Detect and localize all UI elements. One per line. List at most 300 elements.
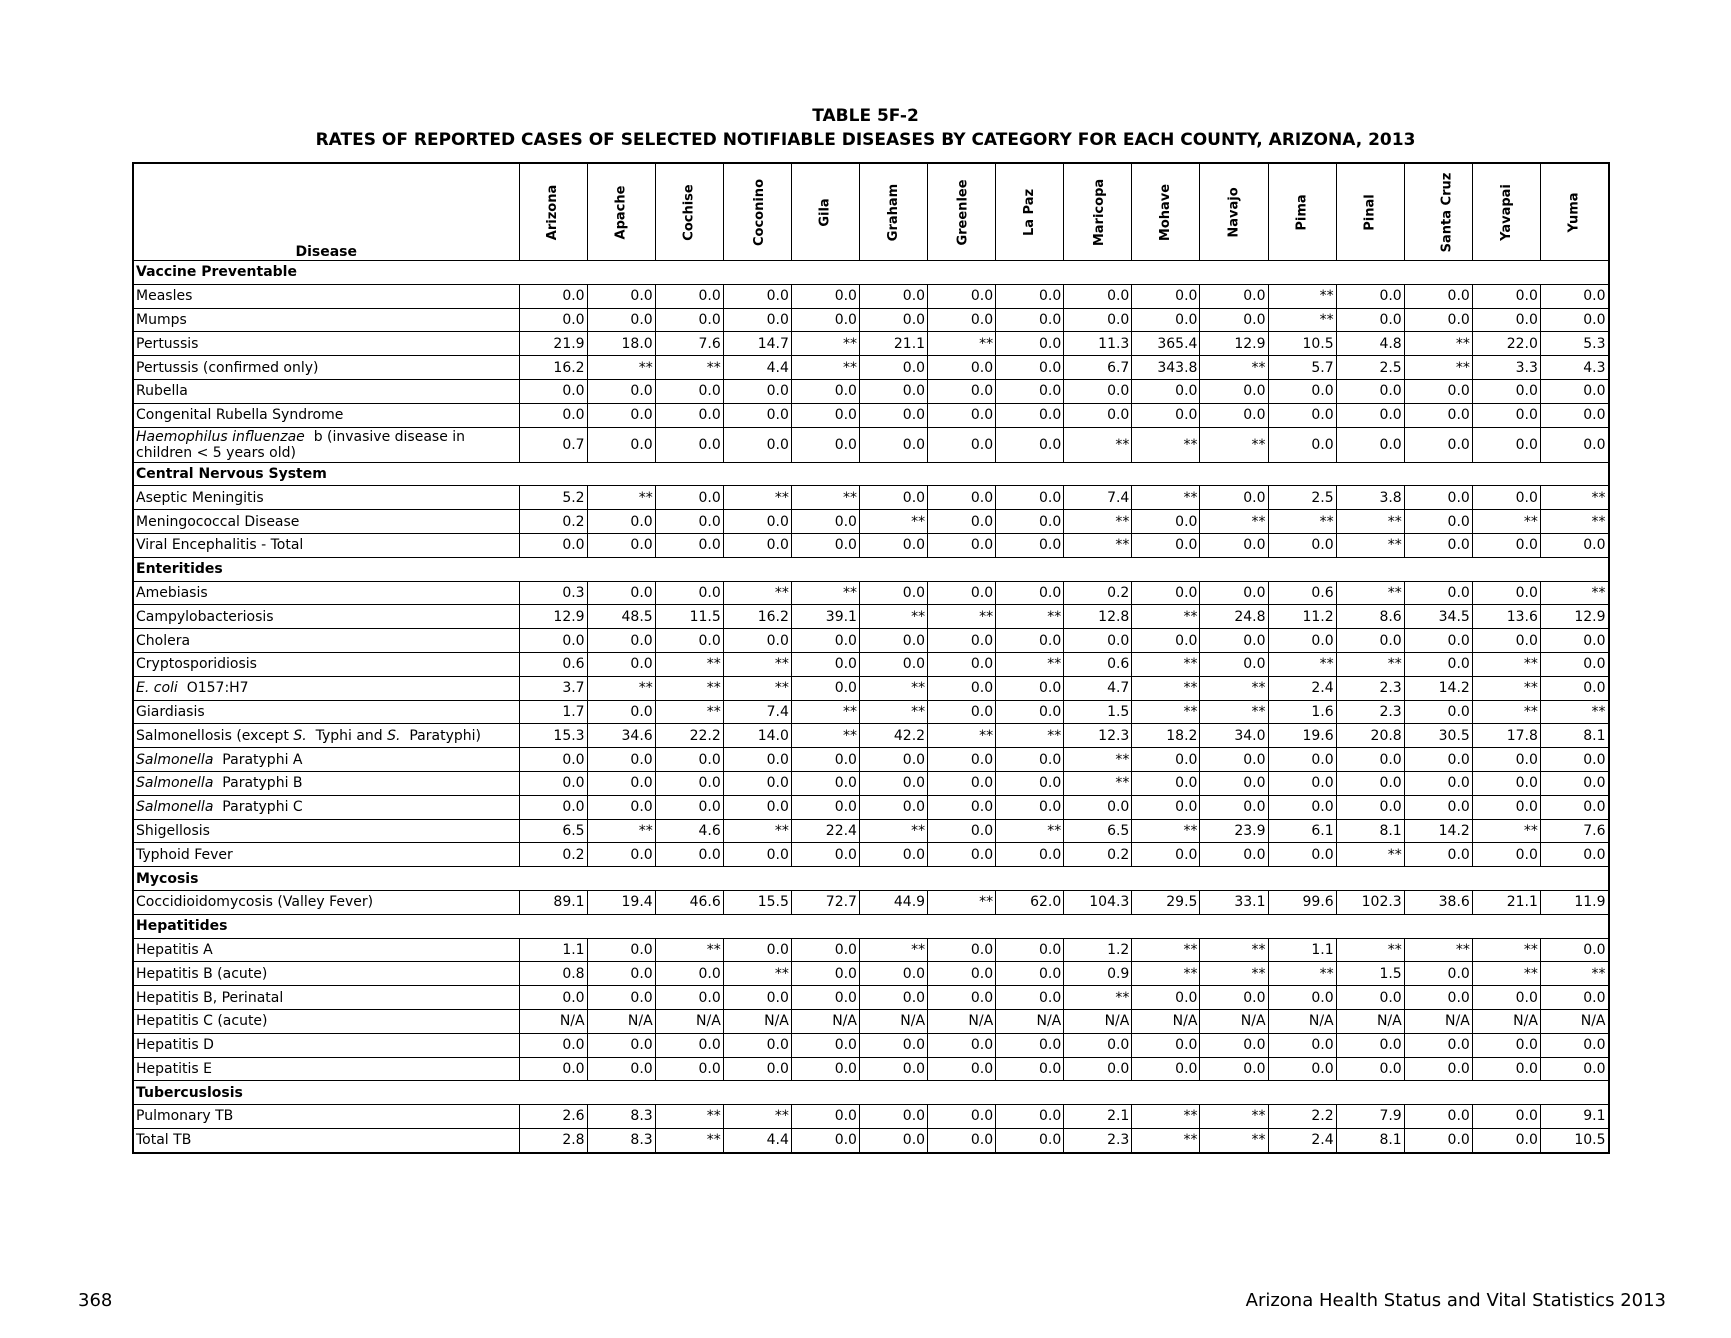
rate-cell: 0.0 <box>587 533 655 557</box>
rate-cell: 0.0 <box>723 533 791 557</box>
rate-cell: 0.0 <box>791 795 859 819</box>
rate-cell: 0.0 <box>1132 748 1200 772</box>
rate-cell: 0.0 <box>587 629 655 653</box>
rate-cell: ** <box>859 819 927 843</box>
disease-name: Campylobacteriosis <box>133 605 519 629</box>
table-row <box>133 962 1609 986</box>
rate-cell: 0.0 <box>655 403 723 427</box>
rate-cell: ** <box>1132 486 1200 510</box>
rate-cell: ** <box>1132 676 1200 700</box>
rate-cell: ** <box>1200 700 1268 724</box>
rate-cell: ** <box>587 676 655 700</box>
rate-cell: 0.0 <box>791 652 859 676</box>
rate-cell: 0.0 <box>1064 795 1132 819</box>
rate-cell: 8.1 <box>1336 1128 1404 1152</box>
rate-cell: ** <box>1064 427 1132 462</box>
rate-cell: 33.1 <box>1200 890 1268 914</box>
rate-cell: 0.2 <box>519 510 587 534</box>
rate-cell: 0.0 <box>1540 986 1608 1010</box>
rate-cell: 46.6 <box>655 890 723 914</box>
rate-cell: 0.0 <box>1472 1057 1540 1081</box>
rate-cell: 0.0 <box>1336 308 1404 332</box>
county-column-header <box>1336 163 1404 261</box>
rate-cell: ** <box>1132 1128 1200 1152</box>
county-column-header <box>859 163 927 261</box>
rate-cell: 19.6 <box>1268 724 1336 748</box>
rate-cell: 343.8 <box>1132 356 1200 380</box>
rate-cell: ** <box>1404 356 1472 380</box>
county-column-header <box>1540 163 1608 261</box>
rate-cell: 0.0 <box>996 1057 1064 1081</box>
rate-cell: 89.1 <box>519 890 587 914</box>
rate-cell: 20.8 <box>1336 724 1404 748</box>
rate-cell: 12.8 <box>1064 605 1132 629</box>
disease-name: E. coli O157:H7 <box>133 676 519 700</box>
rate-cell: 30.5 <box>1404 724 1472 748</box>
rate-cell: 19.4 <box>587 890 655 914</box>
rate-cell: 0.0 <box>1268 629 1336 653</box>
rate-cell: 0.0 <box>1064 308 1132 332</box>
rate-cell: 0.0 <box>1132 533 1200 557</box>
table-row <box>133 819 1609 843</box>
rate-cell: 6.5 <box>519 819 587 843</box>
rate-cell: 0.0 <box>1268 379 1336 403</box>
rate-cell: 0.0 <box>1472 986 1540 1010</box>
rate-cell: 23.9 <box>1200 819 1268 843</box>
rate-cell: 14.2 <box>1404 819 1472 843</box>
disease-name: Amebiasis <box>133 581 519 605</box>
rate-cell: 10.5 <box>1540 1128 1608 1152</box>
disease-name: Pertussis <box>133 332 519 356</box>
rate-cell: 7.9 <box>1336 1105 1404 1129</box>
rate-cell: 0.0 <box>1472 771 1540 795</box>
rate-cell: 0.0 <box>1540 938 1608 962</box>
rate-cell: 5.7 <box>1268 356 1336 380</box>
rate-cell: 0.0 <box>1336 427 1404 462</box>
rate-cell: 0.0 <box>1540 533 1608 557</box>
disease-name: Salmonella Paratyphi A <box>133 748 519 772</box>
rate-cell: 0.0 <box>1268 533 1336 557</box>
rate-cell: ** <box>791 356 859 380</box>
table-row <box>133 1009 1609 1033</box>
rate-cell: 0.0 <box>723 1057 791 1081</box>
category-heading: Central Nervous System <box>133 462 1609 486</box>
rate-cell: ** <box>655 700 723 724</box>
disease-name: Coccidioidomycosis (Valley Fever) <box>133 890 519 914</box>
rate-cell: 7.6 <box>655 332 723 356</box>
category-heading: Hepatitides <box>133 914 1609 938</box>
rate-cell: 0.0 <box>859 284 927 308</box>
rate-cell: 0.0 <box>1132 308 1200 332</box>
rate-cell: 3.7 <box>519 676 587 700</box>
rate-cell: ** <box>859 676 927 700</box>
rate-cell: 0.0 <box>723 795 791 819</box>
table-row <box>133 403 1609 427</box>
rate-cell: ** <box>1132 1105 1200 1129</box>
rate-cell: ** <box>1268 284 1336 308</box>
rate-cell: 0.0 <box>587 962 655 986</box>
rate-cell: 21.9 <box>519 332 587 356</box>
rate-cell: 0.0 <box>1472 1033 1540 1057</box>
rate-cell: ** <box>996 605 1064 629</box>
rate-cell: N/A <box>1064 1009 1132 1033</box>
rate-cell: 0.0 <box>519 795 587 819</box>
rate-cell: 0.0 <box>859 427 927 462</box>
rate-cell: 0.0 <box>655 1033 723 1057</box>
rate-cell: 0.0 <box>655 284 723 308</box>
rate-cell: ** <box>1540 962 1608 986</box>
rate-cell: 0.0 <box>859 1033 927 1057</box>
rate-cell: 4.3 <box>1540 356 1608 380</box>
rate-cell: 12.9 <box>519 605 587 629</box>
rate-cell: 0.0 <box>723 748 791 772</box>
rate-cell: ** <box>1200 427 1268 462</box>
rate-cell: 0.0 <box>1200 308 1268 332</box>
rate-cell: ** <box>1336 938 1404 962</box>
rate-cell: 0.0 <box>587 1033 655 1057</box>
category-heading: Enteritides <box>133 557 1609 581</box>
table-row <box>133 890 1609 914</box>
rate-cell: 0.0 <box>1336 284 1404 308</box>
table-row <box>133 986 1609 1010</box>
rate-cell: 0.0 <box>791 1105 859 1129</box>
rate-cell: 0.0 <box>996 1033 1064 1057</box>
rate-cell: 0.0 <box>1404 581 1472 605</box>
county-name: Gila <box>817 198 833 227</box>
rate-cell: 10.5 <box>1268 332 1336 356</box>
rate-cell: 0.0 <box>1540 629 1608 653</box>
rate-cell: ** <box>928 605 996 629</box>
rate-cell: ** <box>723 1105 791 1129</box>
rate-cell: 0.0 <box>996 510 1064 534</box>
rate-cell: 0.0 <box>1268 403 1336 427</box>
rate-cell: 22.4 <box>791 819 859 843</box>
table-row <box>133 605 1609 629</box>
rate-cell: 0.0 <box>1268 427 1336 462</box>
rate-cell: 0.0 <box>1132 403 1200 427</box>
rate-cell: ** <box>1200 1128 1268 1152</box>
disease-name: Typhoid Fever <box>133 843 519 867</box>
rate-cell: 0.0 <box>859 795 927 819</box>
rate-cell: ** <box>1132 962 1200 986</box>
rate-cell: 0.0 <box>791 308 859 332</box>
rate-cell: 0.0 <box>655 581 723 605</box>
publication-title: Arizona Health Status and Vital Statistics 2013 <box>1245 1290 1666 1311</box>
rate-cell: 0.0 <box>723 986 791 1010</box>
disease-name: Cryptosporidiosis <box>133 652 519 676</box>
county-column-header <box>928 163 996 261</box>
table-number: TABLE 5F-2 <box>812 106 919 126</box>
rate-cell: ** <box>587 356 655 380</box>
rate-cell: ** <box>1064 748 1132 772</box>
county-column-header <box>791 163 859 261</box>
rate-cell: 17.8 <box>1472 724 1540 748</box>
rate-cell: 0.0 <box>1540 1057 1608 1081</box>
rate-cell: 0.0 <box>1132 986 1200 1010</box>
rate-cell: 0.0 <box>1540 379 1608 403</box>
rate-cell: 0.0 <box>1268 1033 1336 1057</box>
county-name: Mohave <box>1158 183 1174 242</box>
rate-cell: 0.0 <box>1200 748 1268 772</box>
category-row <box>133 867 1609 891</box>
rate-cell: 0.0 <box>1472 284 1540 308</box>
rate-cell: 0.0 <box>1132 379 1200 403</box>
county-name: Santa Cruz <box>1439 172 1455 253</box>
rate-cell: 0.0 <box>519 629 587 653</box>
rate-cell: ** <box>1336 581 1404 605</box>
rate-cell: 14.2 <box>1404 676 1472 700</box>
rate-cell: ** <box>1132 938 1200 962</box>
table-row <box>133 1128 1609 1152</box>
table-row <box>133 308 1609 332</box>
table-row <box>133 676 1609 700</box>
rate-cell: 0.0 <box>1132 284 1200 308</box>
rate-cell: 0.0 <box>1200 1057 1268 1081</box>
rate-cell: 0.0 <box>519 1057 587 1081</box>
rate-cell: 0.0 <box>655 629 723 653</box>
rate-cell: 21.1 <box>859 332 927 356</box>
rate-cell: 0.0 <box>1404 1033 1472 1057</box>
rate-cell: 0.0 <box>723 510 791 534</box>
county-name: Coconino <box>751 178 767 247</box>
rate-cell: 0.0 <box>587 510 655 534</box>
rate-cell: 0.0 <box>928 284 996 308</box>
rate-cell: 0.0 <box>928 533 996 557</box>
rate-cell: 0.0 <box>791 533 859 557</box>
rate-cell: 0.0 <box>1540 771 1608 795</box>
rate-cell: N/A <box>859 1009 927 1033</box>
rate-cell: 0.0 <box>1540 403 1608 427</box>
rate-cell: 0.0 <box>1336 986 1404 1010</box>
rate-cell: 0.0 <box>1268 986 1336 1010</box>
rate-cell: 0.0 <box>1200 652 1268 676</box>
rate-cell: ** <box>859 510 927 534</box>
rate-cell: 0.0 <box>1200 629 1268 653</box>
rate-cell: N/A <box>1200 1009 1268 1033</box>
rate-cell: 2.6 <box>519 1105 587 1129</box>
rate-cell: 0.0 <box>996 403 1064 427</box>
rate-cell: 14.0 <box>723 724 791 748</box>
rate-cell: ** <box>1064 771 1132 795</box>
category-heading: Mycosis <box>133 867 1609 891</box>
rate-cell: 0.0 <box>859 652 927 676</box>
rate-cell: 0.0 <box>1200 379 1268 403</box>
rate-cell: 0.0 <box>1472 379 1540 403</box>
rate-cell: 34.0 <box>1200 724 1268 748</box>
disease-name: Hepatitis B (acute) <box>133 962 519 986</box>
rate-cell: 0.0 <box>996 332 1064 356</box>
rate-cell: ** <box>723 962 791 986</box>
rate-cell: 0.0 <box>1132 510 1200 534</box>
disease-name: Salmonella Paratyphi C <box>133 795 519 819</box>
rate-cell: 0.0 <box>859 533 927 557</box>
rate-cell: ** <box>587 486 655 510</box>
rate-cell: 0.0 <box>1336 629 1404 653</box>
rate-cell: 0.0 <box>1336 1033 1404 1057</box>
rate-cell: 0.0 <box>859 771 927 795</box>
rate-cell: 2.3 <box>1064 1128 1132 1152</box>
rate-cell: ** <box>1404 938 1472 962</box>
rate-cell: ** <box>1200 938 1268 962</box>
rate-cell: 0.6 <box>1268 581 1336 605</box>
rate-cell: 1.1 <box>1268 938 1336 962</box>
rate-cell: 4.4 <box>723 1128 791 1152</box>
rate-cell: 7.4 <box>1064 486 1132 510</box>
rate-cell: 0.0 <box>928 1105 996 1129</box>
rate-cell: 0.0 <box>1404 1105 1472 1129</box>
rate-cell: ** <box>996 819 1064 843</box>
rate-cell: 0.0 <box>587 1057 655 1081</box>
rate-cell: N/A <box>723 1009 791 1033</box>
rate-cell: 0.0 <box>723 308 791 332</box>
rate-cell: 0.0 <box>587 427 655 462</box>
rate-cell: N/A <box>1540 1009 1608 1033</box>
rate-cell: 0.0 <box>1404 700 1472 724</box>
rate-cell: 8.6 <box>1336 605 1404 629</box>
rate-cell: 0.0 <box>1268 748 1336 772</box>
rate-cell: ** <box>1132 652 1200 676</box>
county-column-header <box>655 163 723 261</box>
rate-cell: 0.0 <box>928 356 996 380</box>
rate-cell: 0.0 <box>1404 533 1472 557</box>
rate-cell: ** <box>723 486 791 510</box>
rate-cell: ** <box>655 676 723 700</box>
rate-cell: 0.0 <box>859 1128 927 1152</box>
rate-cell: 2.8 <box>519 1128 587 1152</box>
rate-cell: 39.1 <box>791 605 859 629</box>
rate-cell: 0.0 <box>1540 748 1608 772</box>
rate-cell: 0.0 <box>859 962 927 986</box>
table-row <box>133 486 1609 510</box>
county-column-header <box>1132 163 1200 261</box>
rate-cell: 0.0 <box>1472 403 1540 427</box>
rate-cell: 0.0 <box>1200 986 1268 1010</box>
rate-cell: 0.0 <box>723 403 791 427</box>
rate-cell: 0.0 <box>1132 795 1200 819</box>
rate-cell: ** <box>1540 581 1608 605</box>
rate-cell: 0.0 <box>791 629 859 653</box>
rate-cell: 0.0 <box>996 284 1064 308</box>
rate-cell: 5.2 <box>519 486 587 510</box>
category-heading: Tubercuslosis <box>133 1081 1609 1105</box>
rate-cell: 0.0 <box>587 843 655 867</box>
table-row <box>133 510 1609 534</box>
table-row <box>133 427 1609 462</box>
rate-cell: 0.2 <box>519 843 587 867</box>
rate-cell: 0.0 <box>587 403 655 427</box>
rate-cell: 1.6 <box>1268 700 1336 724</box>
table-row <box>133 1057 1609 1081</box>
rate-cell: 0.0 <box>723 771 791 795</box>
rate-cell: 1.1 <box>519 938 587 962</box>
rate-cell: 0.0 <box>655 1057 723 1081</box>
rate-cell: 0.0 <box>723 427 791 462</box>
rate-cell: 0.0 <box>519 1033 587 1057</box>
rate-cell: N/A <box>791 1009 859 1033</box>
county-name: Pima <box>1294 194 1310 231</box>
rate-cell: 42.2 <box>859 724 927 748</box>
rate-cell: 4.7 <box>1064 676 1132 700</box>
rate-cell: 0.0 <box>928 938 996 962</box>
rate-cell: ** <box>1540 510 1608 534</box>
rate-cell: 48.5 <box>587 605 655 629</box>
rate-cell: 0.0 <box>859 1105 927 1129</box>
rate-cell: 0.0 <box>928 700 996 724</box>
disease-name: Hepatitis C (acute) <box>133 1009 519 1033</box>
rate-cell: 0.0 <box>791 843 859 867</box>
rate-cell: 1.7 <box>519 700 587 724</box>
table-row <box>133 629 1609 653</box>
rate-cell: N/A <box>1472 1009 1540 1033</box>
disease-name: Total TB <box>133 1128 519 1152</box>
rate-cell: 0.0 <box>587 700 655 724</box>
rate-cell: 0.0 <box>1540 308 1608 332</box>
rate-cell: 0.0 <box>859 308 927 332</box>
table-row <box>133 748 1609 772</box>
rate-cell: 0.0 <box>791 986 859 1010</box>
rate-cell: 0.2 <box>1064 581 1132 605</box>
rate-cell: ** <box>1336 652 1404 676</box>
county-column-header <box>519 163 587 261</box>
rate-cell: 15.3 <box>519 724 587 748</box>
rate-cell: 38.6 <box>1404 890 1472 914</box>
disease-name: Giardiasis <box>133 700 519 724</box>
rate-cell: ** <box>859 700 927 724</box>
rate-cell: 0.0 <box>655 843 723 867</box>
rate-cell: 0.0 <box>587 652 655 676</box>
rate-cell: 2.5 <box>1336 356 1404 380</box>
rate-cell: 0.0 <box>655 771 723 795</box>
disease-name: Congenital Rubella Syndrome <box>133 403 519 427</box>
rate-cell: 0.0 <box>1404 1128 1472 1152</box>
rate-cell: 0.0 <box>1472 427 1540 462</box>
rate-cell: 0.0 <box>859 986 927 1010</box>
rate-cell: 0.0 <box>1404 284 1472 308</box>
rate-cell: 4.6 <box>655 819 723 843</box>
rate-cell: ** <box>996 724 1064 748</box>
county-name: Cochise <box>681 184 697 241</box>
rate-cell: ** <box>655 356 723 380</box>
rate-cell: 0.0 <box>791 403 859 427</box>
rate-cell: 0.0 <box>928 652 996 676</box>
rate-cell: 0.0 <box>928 510 996 534</box>
rate-cell: 0.6 <box>1064 652 1132 676</box>
table-row <box>133 771 1609 795</box>
rate-cell: 0.0 <box>1200 795 1268 819</box>
rate-cell: 0.0 <box>791 938 859 962</box>
rate-cell: 0.0 <box>655 510 723 534</box>
rate-cell: 0.0 <box>996 795 1064 819</box>
table-row <box>133 724 1609 748</box>
rate-cell: 0.0 <box>587 748 655 772</box>
rate-cell: 22.0 <box>1472 332 1540 356</box>
category-row <box>133 462 1609 486</box>
rate-cell: 0.0 <box>859 1057 927 1081</box>
rate-cell: 15.5 <box>723 890 791 914</box>
rate-cell: 0.0 <box>1404 1057 1472 1081</box>
rate-cell: 0.0 <box>1336 379 1404 403</box>
rate-cell: 16.2 <box>723 605 791 629</box>
disease-name: Cholera <box>133 629 519 653</box>
category-row <box>133 914 1609 938</box>
rate-cell: 0.0 <box>1404 510 1472 534</box>
rate-cell: 0.0 <box>996 771 1064 795</box>
county-column-header <box>723 163 791 261</box>
rate-cell: 0.0 <box>655 427 723 462</box>
rate-cell: 72.7 <box>791 890 859 914</box>
rate-cell: 11.9 <box>1540 890 1608 914</box>
rate-cell: ** <box>1132 700 1200 724</box>
